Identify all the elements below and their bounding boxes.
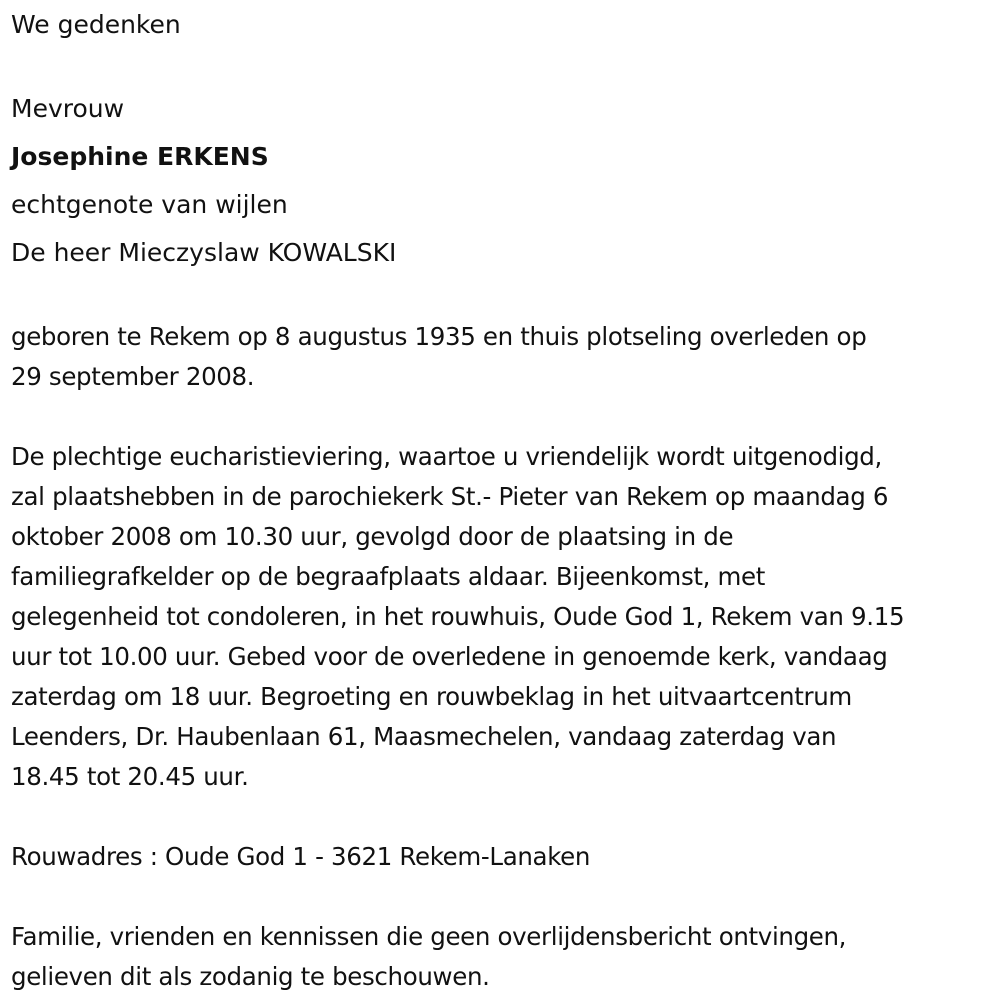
honorific: Mevrouw <box>11 94 125 123</box>
paragraph-line: Leenders, Dr. Haubenlaan 61, Maasmechelen, vandaag zaterdag van <box>11 722 837 751</box>
paragraph-line: De plechtige eucharistieviering, waartoe u vriendelijk wordt uitgenodigd, <box>11 442 882 471</box>
paragraph-line: familiegrafkelder op de begraafplaats aldaar. Bijeenkomst, met <box>11 562 765 591</box>
address-paragraph <box>11 837 996 877</box>
relation-text: echtgenote van wijlen <box>11 190 288 219</box>
paragraph-line: uur tot 10.00 uur. Gebed voor de overledene in genoemde kerk, vandaag <box>11 642 888 671</box>
spacer <box>11 277 996 317</box>
paragraph-line: gelegenheid tot condoleren, in het rouwhuis, Oude God 1, Rekem van 9.15 <box>11 602 905 631</box>
closing-paragraph <box>11 917 996 997</box>
paragraph-line: Familie, vrienden en kennissen die geen overlijdensbericht ontvingen, <box>11 922 847 951</box>
paragraph-line: 18.45 tot 20.45 uur. <box>11 762 249 791</box>
ceremony-paragraph <box>11 437 996 797</box>
paragraph-line: zal plaatshebben in de parochiekerk St.- Pieter van Rekem op maandag 6 <box>11 482 889 511</box>
paragraph-line: geboren te Rekem op 8 augustus 1935 en thuis plotseling overleden op <box>11 322 867 351</box>
deceased-name: Josephine ERKENS <box>11 142 269 171</box>
paragraph-line: zaterdag om 18 uur. Begroeting en rouwbeklag in het uitvaartcentrum <box>11 682 852 711</box>
spacer <box>11 797 996 837</box>
paragraph-line: oktober 2008 om 10.30 uur, gevolgd door de plaatsing in de <box>11 522 734 551</box>
greeting: We gedenken <box>11 10 181 39</box>
spacer <box>11 877 996 917</box>
paragraph-line: 29 september 2008. <box>11 362 255 391</box>
obituary-notice <box>11 0 996 997</box>
mourning-address: Rouwadres : Oude God 1 - 3621 Rekem-Lanaken <box>11 842 591 871</box>
paragraph-line: gelieven dit als zodanig te beschouwen. <box>11 962 490 991</box>
birth-death-paragraph <box>11 317 996 397</box>
spacer <box>11 397 996 437</box>
spouse-name: De heer Mieczyslaw KOWALSKI <box>11 238 397 267</box>
